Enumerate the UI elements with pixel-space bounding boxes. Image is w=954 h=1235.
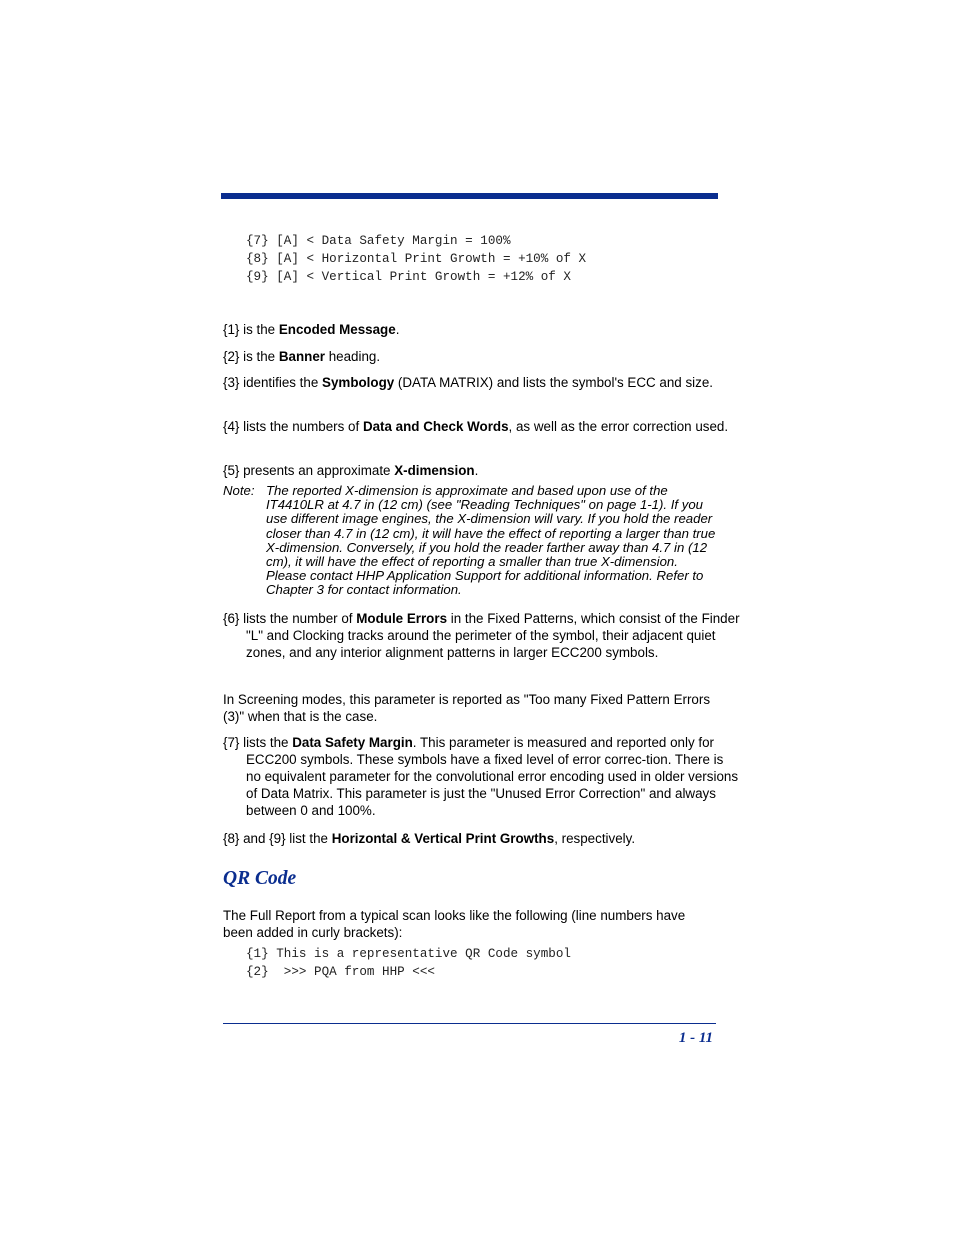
- item-text: {4} lists the numbers of: [223, 419, 363, 434]
- item-text: . This parameter is measured and reported only for ECC200 symbols. These symbols have a fixed level of error correc-tion. There is no equivalent parameter for the convolutional error encoding used in older versions of Data Matrix. This parameter is just the "Unused Error Correction" and always between 0 and 100%.: [246, 735, 739, 818]
- item-keyword: Encoded Message: [278, 322, 396, 337]
- page-number: 1 - 11: [678, 1030, 713, 1046]
- item-text: , as well as the error correction used.: [508, 419, 729, 434]
- item-text: {7} lists the: [223, 735, 293, 750]
- item-text: .: [474, 463, 479, 478]
- note-block: [223, 484, 718, 598]
- item-text: {3} identifies the: [223, 375, 323, 390]
- code-line: {7} [A] < Data Safety Margin = 100%: [246, 234, 511, 248]
- code-line: {2} >>> PQA from HHP <<<: [246, 965, 435, 979]
- item-keyword: Data Safety Margin: [292, 735, 413, 750]
- item-print-growths: [223, 830, 741, 847]
- item-banner: [223, 348, 741, 365]
- item-data-check-words: [223, 418, 741, 435]
- item-module-errors: [223, 610, 741, 661]
- item-keyword: Horizontal & Vertical Print Growths: [331, 831, 555, 846]
- item-text: {6} lists the number of: [223, 611, 357, 626]
- note-label: Note:: [223, 483, 255, 498]
- item-keyword: Symbology: [322, 375, 395, 390]
- code-line: {8} [A] < Horizontal Print Growth = +10% of X: [246, 252, 587, 266]
- section-heading: QR Code: [223, 868, 297, 889]
- item-text: {1} is the: [223, 322, 279, 337]
- item-keyword: X-dimension: [394, 463, 475, 478]
- item-text: {5} presents an approximate: [223, 463, 395, 478]
- code-line: {9} [A] < Vertical Print Growth = +12% of X: [246, 270, 571, 284]
- item-symbology: [223, 374, 741, 391]
- item-data-safety-margin: [223, 734, 741, 819]
- note-text: The reported X-dimension is approximate and based upon use of the IT4410LR at 4.7 in (12 cm) (see "Reading Techniques" on page 1-1). If you use different image engines, the X-dimension will vary. If you hold the reader closer than 4.7 in (12 cm), it will have the effect of reporting a larger than true X-dimension. Conversely, if you hold the reader farther away than 4.7 in (12 cm), it will have the effect of reporting a smaller than true X-dimension. Please contact HHP Application Support for additional information. Refer to Chapter 3 for contact information.: [266, 483, 716, 598]
- item-text: heading.: [324, 349, 381, 364]
- qr-intro-paragraph: The Full Report from a typical scan looks like the following (line numbers have been added in curly brackets):: [223, 908, 686, 940]
- item-text: .: [395, 322, 400, 337]
- code-block-data-matrix: [246, 232, 586, 286]
- item-x-dimension: [223, 462, 741, 479]
- item-text: {8} and {9} list the: [223, 831, 332, 846]
- item-text: (DATA MATRIX) and lists the symbol's ECC and size.: [394, 375, 714, 390]
- item-text: {2} is the: [223, 349, 279, 364]
- item-keyword: Data and Check Words: [362, 419, 509, 434]
- item-text: , respectively.: [554, 831, 636, 846]
- item-keyword: Banner: [278, 349, 325, 364]
- code-block-qr: [246, 945, 571, 981]
- item-keyword: Module Errors: [356, 611, 448, 626]
- header-rule: [221, 193, 718, 199]
- screening-paragraph: In Screening modes, this parameter is reported as "Too many Fixed Pattern Errors (3)" when that is the case.: [223, 692, 711, 724]
- footer-rule: [223, 1023, 716, 1024]
- code-line: {1} This is a representative QR Code symbol: [246, 947, 571, 961]
- item-text: in the Fixed Patterns, which consist of the Finder "L" and Clocking tracks around the perimeter of the symbol, their adjacent quiet zones, and any interior alignment patterns in larger ECC200 symbols.: [246, 611, 740, 660]
- item-encoded-message: [223, 321, 741, 338]
